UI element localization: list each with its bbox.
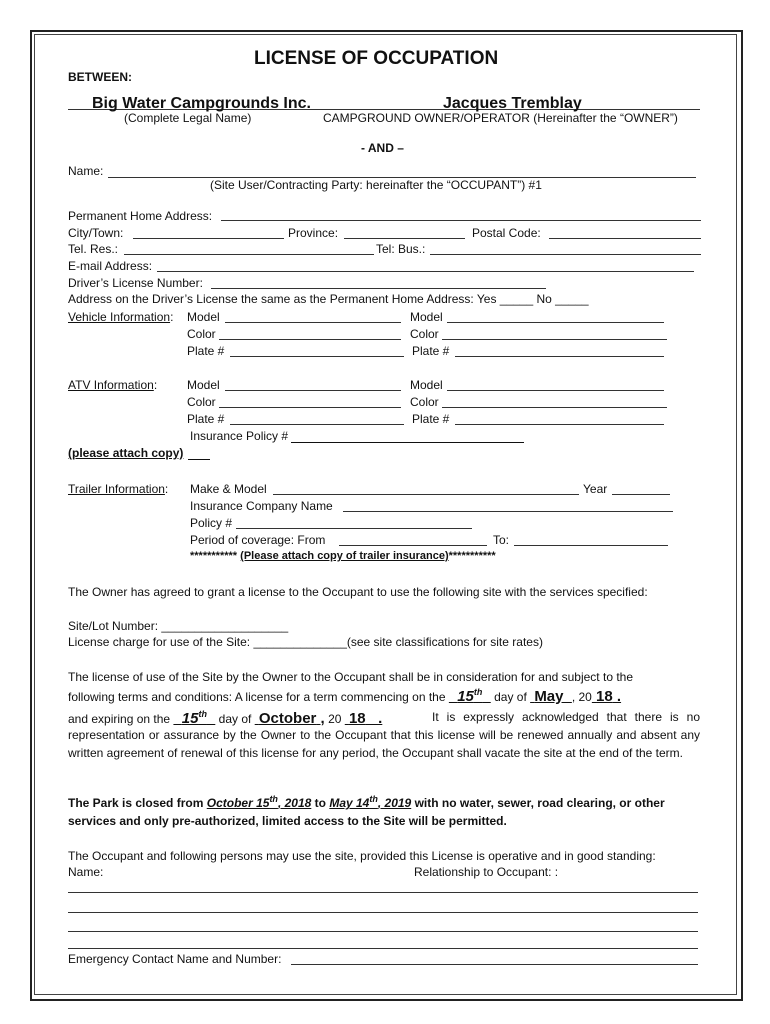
trailer-info-heading: Trailer Information <box>68 482 165 496</box>
person-line-1[interactable] <box>68 892 698 893</box>
document-title: LICENSE OF OCCUPATION <box>254 48 499 69</box>
end-day-of: day of <box>218 712 252 726</box>
start-day-of: day of <box>494 690 527 704</box>
trailer-make-label: Make & Model <box>190 482 267 496</box>
vehicle-info-heading: Vehicle Information <box>68 310 171 324</box>
vehicle-color-field-2[interactable] <box>442 339 667 340</box>
park-closed-rest-1: with no water, sewer, road clearing, or other <box>414 796 665 810</box>
trailer-coverage-label: Period of coverage: From <box>190 533 326 547</box>
atv-model-field-2[interactable] <box>447 390 664 391</box>
persons-relationship-label: Relationship to Occupant: : <box>414 865 559 879</box>
trailer-year-field[interactable] <box>612 494 670 495</box>
end-year-value[interactable]: 18 . <box>348 710 383 727</box>
vehicle-plate-label-2: Plate # <box>412 344 450 358</box>
postal-code-label: Postal Code: <box>472 226 541 240</box>
permanent-address-field[interactable] <box>221 220 701 221</box>
same-address-question: Address on the Driver’s License the same as the Permanent Home Address: Yes _____ No _____ <box>68 292 589 306</box>
occupant-caption: (Site User/Contracting Party: hereinafter the “OCCUPANT”) #1 <box>210 178 542 192</box>
email-label: E-mail Address: <box>68 259 153 273</box>
vehicle-model-field-1[interactable] <box>225 322 401 323</box>
vehicle-color-field-1[interactable] <box>219 339 401 340</box>
start-year-prefix: , 20 <box>571 690 592 704</box>
terms-commencing-text: following terms and conditions: A license for a term commencing on the <box>68 690 446 704</box>
expiring-text: and expiring on the <box>68 712 171 726</box>
tel-bus-label: Tel: Bus.: <box>376 242 426 256</box>
atv-plate-field-1[interactable] <box>230 424 404 425</box>
tel-res-field[interactable] <box>124 254 374 255</box>
trailer-coverage-to-field[interactable] <box>514 545 668 546</box>
atv-model-label-2: Model <box>410 378 443 392</box>
park-closed-line-1 <box>68 796 665 810</box>
city-label: City/Town: <box>68 226 124 240</box>
occupant-name-label: Name: <box>68 164 104 178</box>
vehicle-model-label-1: Model <box>187 310 220 324</box>
atv-model-field-1[interactable] <box>225 390 401 391</box>
atv-insurance-field[interactable] <box>291 442 524 443</box>
trailer-coverage-from-field[interactable] <box>339 545 487 546</box>
vehicle-plate-field-1[interactable] <box>230 356 404 357</box>
vehicle-model-label-2: Model <box>410 310 443 324</box>
permanent-address-label: Permanent Home Address: <box>68 209 213 223</box>
trailer-stars-left: *********** <box>190 550 238 562</box>
terms-paragraph: It is expressly acknowledged that there is no representation or assurance by the Owner to the Occupant that this license will be renewed annually and absent any written agreement of renewal of this license for any period, the Occupant shall vacate the site at the end of the term. <box>68 710 700 760</box>
persons-intro: The Occupant and following persons may use the site, provided this License is operative and in good standing: <box>68 849 656 863</box>
closed-to-date: May 14th, 2019 <box>329 794 412 810</box>
park-closed-to-word: to <box>314 796 326 810</box>
person-line-4[interactable] <box>68 948 698 949</box>
vehicle-model-field-2[interactable] <box>447 322 664 323</box>
end-year-prefix: 20 <box>328 712 342 726</box>
owner-name-caption: (Complete Legal Name) <box>124 111 252 125</box>
person-line-3[interactable] <box>68 931 698 932</box>
trailer-company-field[interactable] <box>343 511 673 512</box>
trailer-make-field[interactable] <box>273 494 579 495</box>
atv-insurance-label: Insurance Policy # <box>190 429 289 443</box>
province-label: Province: <box>288 226 339 240</box>
province-field[interactable] <box>344 238 465 239</box>
license-charge: License charge for use of the Site: ______________(see site classifications for site rates) <box>68 635 543 649</box>
emergency-contact-field[interactable] <box>291 964 698 965</box>
emergency-contact-label: Emergency Contact Name and Number: <box>68 952 282 966</box>
atv-color-label-1: Color <box>187 395 216 409</box>
atv-color-field-1[interactable] <box>219 407 401 408</box>
and-separator: - AND – <box>361 141 404 155</box>
owner-operator-name[interactable]: Jacques Tremblay <box>443 95 582 112</box>
grant-statement: The Owner has agreed to grant a license to the Occupant to use the following site with the services specified: <box>68 585 648 599</box>
vehicle-color-label-1: Color <box>187 327 216 341</box>
person-line-2[interactable] <box>68 912 698 913</box>
terms-line-1: The license of use of the Site by the Owner to the Occupant shall be in consideration for and subject to the <box>68 670 634 684</box>
owner-operator-caption: CAMPGROUND OWNER/OPERATOR (Hereinafter the “OWNER”) <box>323 111 678 125</box>
city-field[interactable] <box>133 238 284 239</box>
start-year-value[interactable]: 18 . <box>596 688 622 705</box>
atv-color-label-2: Color <box>410 395 439 409</box>
atv-attach-note: (please attach copy) <box>68 446 184 460</box>
atv-model-label-1: Model <box>187 378 220 392</box>
email-field[interactable] <box>157 271 694 272</box>
license-number-label: Driver’s License Number: <box>68 276 203 290</box>
tel-bus-field[interactable] <box>430 254 701 255</box>
site-lot-number: Site/Lot Number: ___________________ <box>68 619 289 633</box>
owner-legal-name[interactable]: Big Water Campgrounds Inc. <box>92 95 311 112</box>
trailer-policy-field[interactable] <box>236 528 472 529</box>
persons-name-label: Name: <box>68 865 104 879</box>
atv-plate-label-1: Plate # <box>187 412 225 426</box>
park-closed-line-2: services and only pre-authorized, limited access to the Site will be permitted. <box>68 814 507 828</box>
vehicle-plate-field-2[interactable] <box>455 356 664 357</box>
between-label: BETWEEN: <box>68 70 132 84</box>
atv-color-field-2[interactable] <box>442 407 667 408</box>
end-day-value[interactable]: 15th <box>181 709 207 727</box>
trailer-company-label: Insurance Company Name <box>190 499 333 513</box>
start-month-value[interactable]: May <box>534 688 564 705</box>
tel-res-label: Tel. Res.: <box>68 242 119 256</box>
trailer-policy-label: Policy # <box>190 516 233 530</box>
start-day-value[interactable]: 15th <box>457 687 483 705</box>
license-number-field[interactable] <box>211 288 546 289</box>
atv-plate-field-2[interactable] <box>455 424 664 425</box>
atv-plate-label-2: Plate # <box>412 412 450 426</box>
vehicle-plate-label-1: Plate # <box>187 344 225 358</box>
trailer-coverage-to-label: To: <box>493 533 510 547</box>
vehicle-color-label-2: Color <box>410 327 439 341</box>
atv-attach-line <box>188 459 210 460</box>
trailer-insurance-attach: (Please attach copy of trailer insurance) <box>240 550 449 562</box>
trailer-year-label: Year <box>583 482 608 496</box>
trailer-insurance-note <box>190 550 496 563</box>
atv-info-heading: ATV Information <box>68 378 154 392</box>
trailer-stars-right: *********** <box>448 550 496 562</box>
park-closed-prefix: The Park is closed from <box>68 796 204 810</box>
closed-from-date: October 15th, 2018 <box>206 794 312 810</box>
terms-line-2 <box>68 688 621 706</box>
end-month-value[interactable]: October , <box>258 710 325 727</box>
postal-code-field[interactable] <box>549 238 701 239</box>
